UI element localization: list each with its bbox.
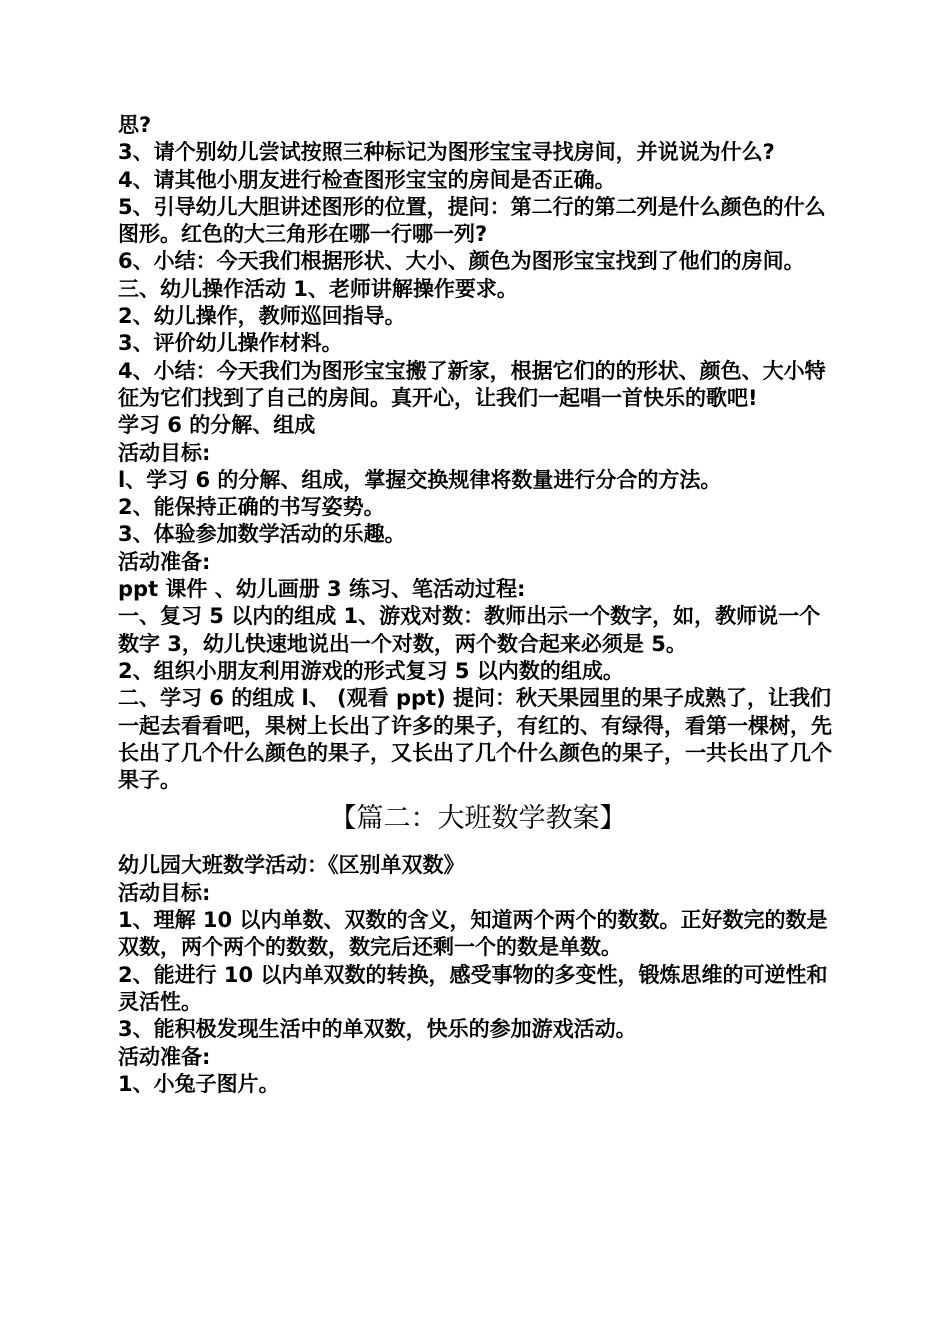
- paragraph: 活动目标:: [118, 440, 211, 465]
- paragraph: 活动准备:: [118, 1044, 211, 1069]
- paragraph: 5、引导幼儿大胆讲述图形的位置，提问：第二行的第二列是什么颜色的什么图形。红色的大三角形在哪一行哪一列?: [118, 194, 826, 247]
- paragraph: 幼儿园大班数学活动：《区别单双数》: [118, 853, 465, 878]
- document-body: [118, 112, 838, 1098]
- paragraph: 4、小结：今天我们为图形宝宝搬了新家，根据它们的的形状、颜色、大小特征为它们找到了自己的房间。真开心，让我们一起唱一首快乐的歌吧!: [118, 358, 826, 410]
- paragraph: 2、幼儿操作，教师巡回指导。: [118, 304, 406, 329]
- paragraph: ppt 课件 、幼儿画册 3 练习、笔活动过程:: [118, 577, 526, 602]
- paragraph: 学习 6 的分解、组成: [118, 413, 316, 438]
- section-title: 【篇二：大班数学教案】: [329, 803, 627, 835]
- paragraph: 1、理解 10 以内单数、双数的含义，知道两个两个的数数。正好数完的数是双数，两个两个的数数，数完后还剩一个的数是单数。: [118, 908, 828, 960]
- paragraph: 二、学习 6 的组成 l、 (观看 ppt) 提问：秋天果园里的果子成熟了，让我们一起去看看吧，果树上长出了许多的果子，有红的、有绿得，看第一棵树，先长出了几个什么颜色的果子，又长出了几个什么颜色的果子，一共长出了几个果子。: [118, 686, 832, 793]
- paragraph: 3、体验参加数学活动的乐趣。: [118, 522, 406, 547]
- paragraph: 2、能保持正确的书写姿势。: [118, 495, 385, 520]
- paragraph: 3、评价幼儿操作材料。: [118, 331, 343, 356]
- paragraph: 一、复习 5 以内的组成 1、游戏对数：教师出示一个数字，如，教师说一个数字 3，幼儿快速地说出一个对数，两个数合起来必须是 5。: [118, 604, 821, 656]
- paragraph: 活动目标:: [118, 880, 211, 905]
- paragraph: 3、请个别幼儿尝试按照三种标记为图形宝宝寻找房间，并说说为什么?: [118, 140, 775, 165]
- paragraph: 思?: [118, 113, 152, 137]
- paragraph: 4、请其他小朋友进行检查图形宝宝的房间是否正确。: [118, 167, 616, 192]
- paragraph: 1、小兔子图片。: [118, 1071, 280, 1096]
- paragraph: l、学习 6 的分解、组成，掌握交换规律将数量进行分合的方法。: [118, 467, 722, 492]
- paragraph: 2、能进行 10 以内单双数的转换，感受事物的多变性，锻炼思维的可逆性和灵活性。: [118, 962, 828, 1014]
- paragraph: 6、小结：今天我们根据形状、大小、颜色为图形宝宝找到了他们的房间。: [118, 249, 805, 274]
- paragraph: 三、幼儿操作活动 1、老师讲解操作要求。: [118, 276, 518, 301]
- paragraph: 活动准备:: [118, 549, 211, 574]
- paragraph: 2、组织小朋友利用游戏的形式复习 5 以内数的组成。: [118, 658, 624, 683]
- paragraph: 3、能积极发现生活中的单双数，快乐的参加游戏活动。: [118, 1017, 637, 1042]
